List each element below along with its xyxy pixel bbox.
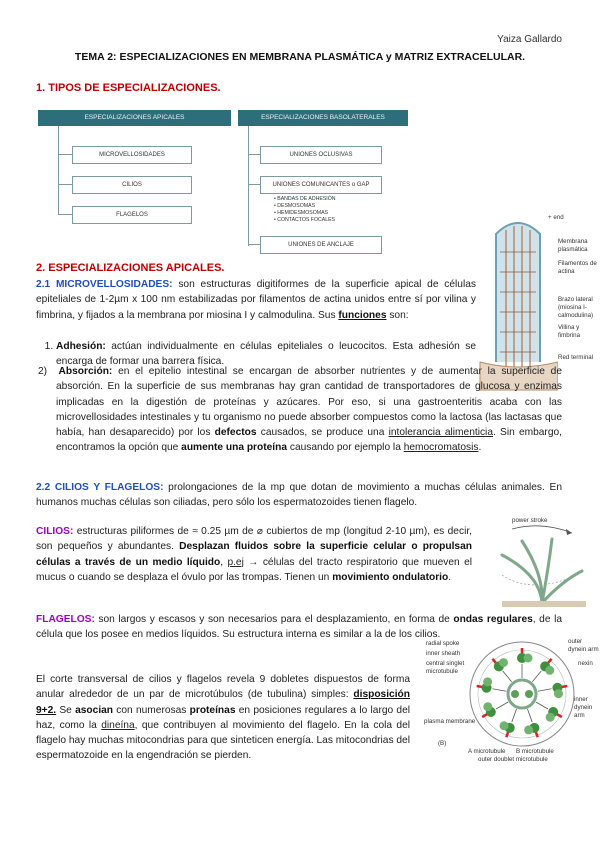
doublet-b-tubule	[524, 725, 533, 734]
label-terminal-web: Red terminal	[558, 354, 594, 361]
apical-item-cilia: CILIOS	[72, 176, 192, 194]
label-outer-doublet: outer doublet microtubule	[478, 756, 548, 763]
microvilli-intro: 2.1 MICROVELLOSIDADES: son estructuras digitiformes de la superficie apical de células epiteliales de 1-2µm x 100 nm estabilizadas por filamentos de actina unidos entre sí por vilina y fimbrina, y fijados a la membrana por miosina I y calmodulina. Sus funciones son:	[36, 279, 476, 321]
doublet-b-tubule	[524, 654, 533, 663]
label-b-tubule: B microtubule	[516, 748, 554, 755]
section-2-heading: 2. ESPECIALIZACIONES APICALES.	[36, 262, 225, 274]
anchor-junction-list: • BANDAS DE ADHESIÓN • DESMOSOMAS • HEMIDESMOSOMAS • CONTACTOS FOCALES	[274, 196, 336, 223]
label-radial-spoke: radial spoke	[426, 640, 460, 647]
label-nexin: nexin	[578, 660, 593, 667]
axoneme-figure	[424, 636, 600, 764]
cilia-flagella-intro: 2.2 CILIOS Y FLAGELOS: prolongaciones de la mp que dotan de movimiento a muchas células animales. En humanos muchas células son ciliadas, pero sólo los espermatozoides tienen flagelo.	[36, 482, 562, 509]
label-a-tubule: A microtubule	[468, 748, 506, 755]
label-inner-sheath: inner sheath	[426, 650, 461, 657]
function-adhesion: 1. Adhesión: actúan individualmente en células epiteliales o leucocitos. Esta adhesión se encarga de formar una barrera física.	[56, 339, 476, 370]
specializations-schema	[38, 110, 458, 260]
label-plus-end: + end	[548, 214, 564, 221]
doublet-b-tubule	[483, 702, 492, 711]
baso-item-tight: UNIONES OCLUSIVAS	[260, 146, 382, 164]
doublet-b-tubule	[554, 689, 563, 698]
label-outer-dynein: outer dynein arm	[568, 638, 599, 653]
function-absorption: 2) Absorción: en el epitelio intestinal se encargan de absorber nutrientes y de aumentar la superficie de absorción. En la superficie de sus membranas hay gran cantidad de transportadores de glucosa y enzimas implicadas en la digestión de proteínas y azúcares. Por eso, si una gastroenteritis acaba con las microvellosidades intestinales y tu organismo no puede absorber compuestos como la lactosa (las lactasas que había, han desaparecido) por los defectos causados, se produce una intolerancia alimenticia. Sin embargo, encontramos la opción que aumente una proteína causando por ejemplo la hemocromatosis.	[38, 366, 562, 454]
author-name: Yaiza Gallardo	[497, 34, 562, 45]
doublet-b-tubule	[499, 658, 508, 667]
baso-item-gap: UNIONES COMUNICANTES o GAP	[260, 176, 382, 194]
flagella-paragraph: FLAGELOS: son largos y escasos y son necesarios para el desplazamiento, en forma de ondas regulares, de la célula que los posee en medios líquidos. Su estructura interna es similar a la de los cilios.	[36, 614, 562, 641]
axoneme-paragraph: El corte transversal de cilios y flagelos revela 9 dobletes dispuestos de forma anular alrededor de un par de microtúbulos (de tubulina) simples: disposición 9+2. Se asocian con numerosas proteínas en posiciones regulares a lo largo del haz, como la dineína, que contribuyen al movimiento del flagelo. En la cola del flagelo hay muchas mitocondrias para que sinteticen energía. Las mitocondrias del espermatozoide en la engendración se pierden.	[36, 674, 411, 762]
section-1-heading: 1. TIPOS DE ESPECIALIZACIONES.	[36, 82, 221, 94]
label-villin: Villina y fimbrina	[558, 324, 581, 339]
apical-item-microvilli: MICROVELLOSIDADES	[72, 146, 192, 164]
doublet-b-tubule	[500, 721, 509, 730]
label-power-stroke: power stroke	[512, 517, 548, 524]
label-panel-b: (B)	[438, 740, 447, 747]
cilia-paragraph: CILIOS: estructuras piliformes de ≈ 0.25 µm de ⌀ cubiertos de mp (longitud 2-10 µm), es decir, son pequeños y abundantes. Desplazan fluidos sobre la superficie celular o propulsan células a través de un medio líquido, p.ej → células del tracto respiratorio que mueven el mucus o cuando se desplaza el óvulo por las trompas. Tienen un movimiento ondulatorio.	[36, 526, 472, 583]
page-title: TEMA 2: ESPECIALIZACIONES EN MEMBRANA PLASMÁTICA y MATRIZ EXTRACELULAR.	[74, 51, 526, 63]
baso-item-anchor: UNIONES DE ANCLAJE	[260, 236, 382, 254]
label-central-singlet: central singlet microtubule	[426, 660, 465, 675]
cilia-figure	[482, 515, 592, 611]
doublet-b-tubule	[546, 713, 555, 722]
basolateral-header: ESPECIALIZACIONES BASOLATERALES	[238, 110, 408, 126]
label-membrane: Membrana plasmática	[558, 238, 588, 253]
apical-header: ESPECIALIZACIONES APICALES	[38, 110, 231, 126]
label-plasma-membrane: plasma membrane	[424, 718, 476, 725]
apical-item-flagella: FLAGELOS	[72, 206, 192, 224]
doublet-b-tubule	[483, 677, 492, 686]
label-actin: Filamentos de actina	[558, 260, 597, 275]
label-inner-dynein: inner dynein arm	[574, 696, 593, 719]
label-lateral-arm: Brazo lateral (miosina I-calmodulina)	[558, 296, 594, 319]
doublet-b-tubule	[545, 666, 554, 675]
cilia-beat-illustration	[482, 515, 592, 611]
